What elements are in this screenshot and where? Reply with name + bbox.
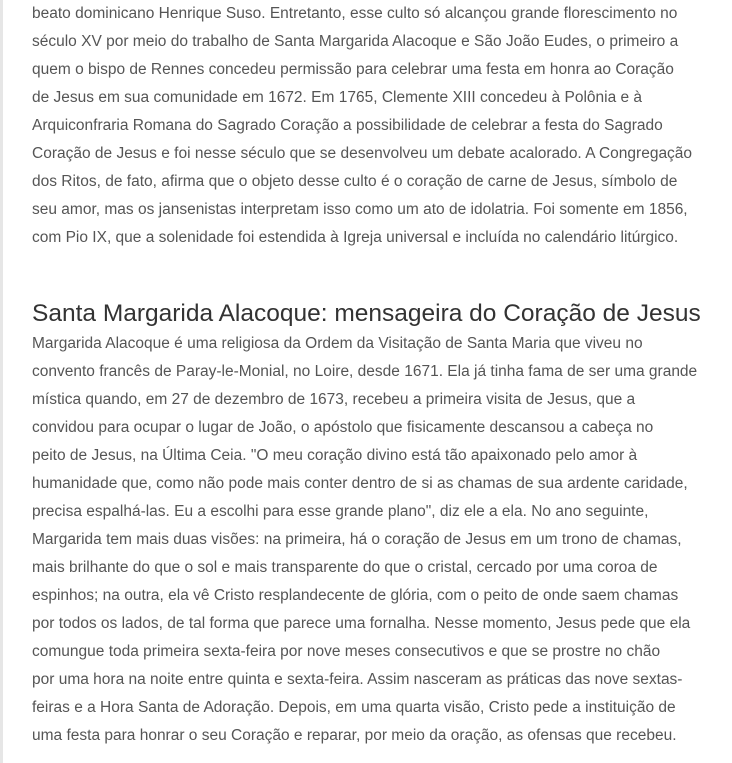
body-paragraph — [32, 330, 727, 750]
article — [32, 0, 727, 750]
section-heading: Santa Margarida Alacoque: mensageira do Coração de Jesus — [32, 300, 701, 327]
paragraph-line: Margarida Alacoque é uma religiosa da Ordem da Visitação de Santa Maria que viveu no — [32, 335, 643, 352]
paragraph-line: uma festa para honrar o seu Coração e reparar, por meio da oração, as ofensas que recebeu. — [32, 727, 677, 744]
paragraph-line: convento francês de Paray-le-Monial, no Loire, desde 1671. Ela já tinha fama de ser uma grande — [32, 363, 698, 380]
intro-paragraph — [32, 0, 727, 252]
paragraph-line: com Pio IX, que a solenidade foi estendida à Igreja universal e incluída no calendário litúrgico. — [32, 229, 679, 246]
paragraph-line: peito de Jesus, na Última Ceia. "O meu coração divino está tão apaixonado pelo amor à — [32, 447, 638, 464]
paragraph-line: por todos os lados, de tal forma que parece uma fornalha. Nesse momento, Jesus pede que ela — [32, 615, 691, 632]
paragraph-line: por uma hora na noite entre quinta e sexta-feira. Assim nasceram as práticas das nove sextas- — [32, 671, 683, 688]
paragraph-line: Coração de Jesus e foi nesse século que se desenvolveu um debate acalorado. A Congregação — [32, 145, 693, 162]
paragraph-line: seu amor, mas os jansenistas interpretam isso como um ato de idolatria. Foi somente em 1856, — [32, 201, 688, 218]
paragraph-line: de Jesus em sua comunidade em 1672. Em 1765, Clemente XIII concedeu à Polônia e à — [32, 89, 643, 106]
paragraph-line: beato dominicano Henrique Suso. Entretanto, esse culto só alcançou grande florescimento no — [32, 5, 678, 22]
paragraph-line: Margarida tem mais duas visões: na primeira, há o coração de Jesus em um trono de chamas, — [32, 531, 682, 548]
paragraph-line: precisa espalhá-las. Eu a escolhi para esse grande plano", diz ele a ela. No ano seguinte, — [32, 503, 649, 520]
paragraph-line: dos Ritos, de fato, afirma que o objeto desse culto é o coração de carne de Jesus, símbolo de — [32, 173, 678, 190]
paragraph-line: humanidade que, como não pode mais conter dentro de si as chamas de sua ardente caridade, — [32, 475, 688, 492]
paragraph-line: espinhos; na outra, ela vê Cristo resplandecente de glória, com o peito de onde saem chamas — [32, 587, 679, 604]
paragraph-line: século XV por meio do trabalho de Santa Margarida Alacoque e São João Eudes, o primeiro a — [32, 33, 679, 50]
paragraph-line: comungue toda primeira sexta-feira por nove meses consecutivos e que se prostre no chão — [32, 643, 661, 660]
paragraph-line: Arquiconfraria Romana do Sagrado Coração a possibilidade de celebrar a festa do Sagrado — [32, 117, 663, 134]
paragraph-line: quem o bispo de Rennes concedeu permissão para celebrar uma festa em honra ao Coração — [32, 61, 674, 78]
paragraph-line: mais brilhante do que o sol e mais transparente do que o cristal, cercado por uma coroa de — [32, 559, 658, 576]
paragraph-line: convidou para ocupar o lugar de João, o apóstolo que fisicamente descansou a cabeça no — [32, 419, 654, 436]
paragraph-line: mística quando, em 27 de dezembro de 1673, recebeu a primeira visita de Jesus, que a — [32, 391, 636, 408]
paragraph-line: feiras e a Hora Santa de Adoração. Depois, em uma quarta visão, Cristo pede a instituição de — [32, 699, 676, 716]
